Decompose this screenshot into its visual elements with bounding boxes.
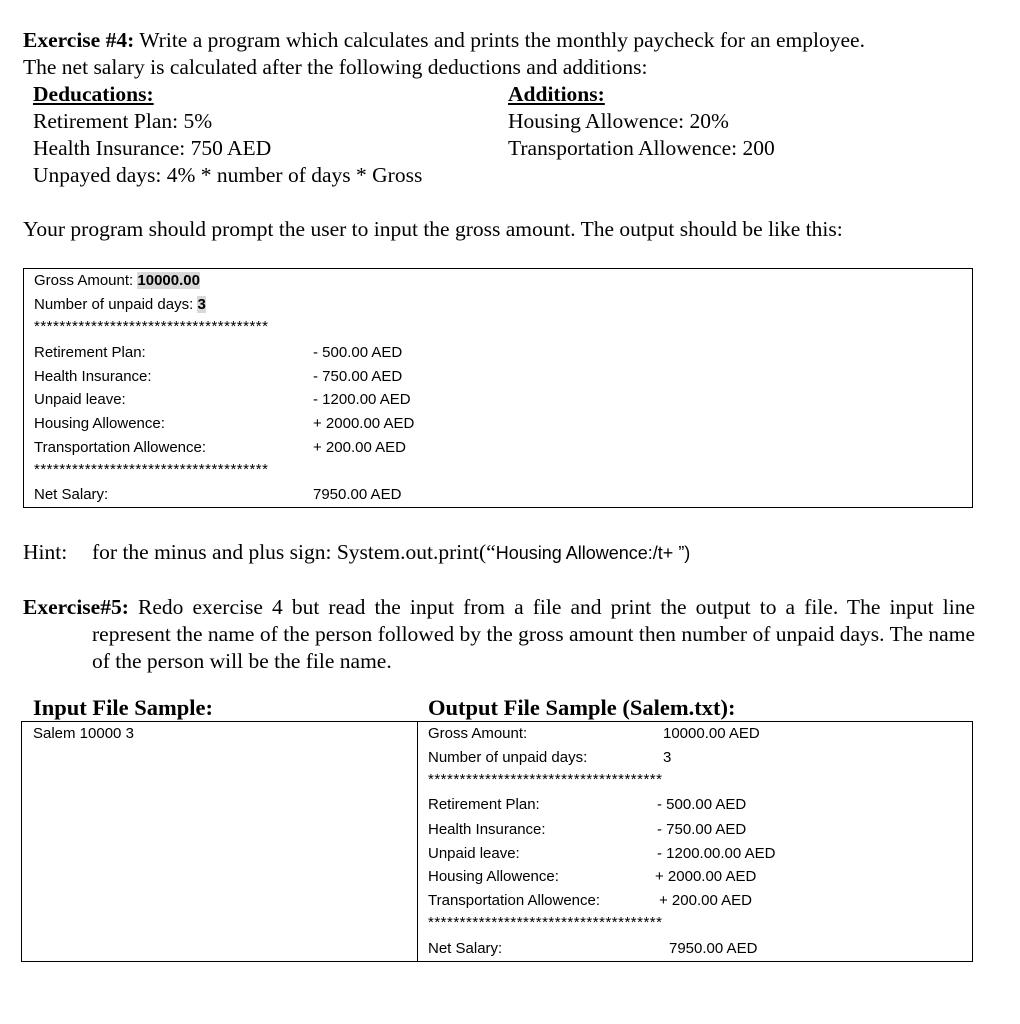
hint-line: [92, 540, 690, 565]
gross-amount-label: Gross Amount:: [428, 725, 528, 742]
stars-divider: *************************************: [428, 771, 663, 788]
row-value: - 750.00 AED: [313, 368, 403, 385]
row-value: + 2000.00 AED: [313, 415, 415, 432]
gross-amount-value: 10000.00: [137, 272, 200, 289]
row-value: - 750.00 AED: [657, 821, 747, 838]
row-label: Unpaid leave:: [428, 845, 520, 862]
row-label: Retirement Plan:: [428, 796, 540, 813]
stars-divider: *************************************: [34, 461, 269, 478]
prompt-instruction: Your program should prompt the user to input the gross amount. The output should be like this:: [23, 217, 843, 241]
deduction-item: Health Insurance: 750 AED: [33, 136, 272, 160]
stars-divider: *************************************: [428, 914, 663, 931]
exercise-4-title: Exercise #4:: [23, 28, 135, 52]
deductions-heading: Deducations:: [33, 82, 154, 106]
input-file-line: Salem 10000 3: [33, 725, 134, 742]
row-value: + 200.00 AED: [659, 892, 752, 909]
row-label: Unpaid leave:: [34, 391, 126, 408]
row-label: Housing Allowence:: [428, 868, 559, 885]
unpaid-days-line: [34, 296, 206, 313]
gross-amount-value: 10000.00 AED: [663, 725, 760, 742]
output-file-heading: Output File Sample (Salem.txt):: [428, 695, 736, 720]
stars-divider: *************************************: [34, 318, 269, 335]
net-salary-label: Net Salary:: [428, 940, 503, 957]
unpaid-days-value: 3: [197, 296, 206, 313]
row-label: Transportation Allowence:: [428, 892, 601, 909]
gross-amount-label: Gross Amount:: [34, 272, 134, 289]
row-label: Transportation Allowence:: [34, 439, 207, 456]
deduction-item: Retirement Plan: 5%: [33, 109, 213, 133]
hint-label: Hint:: [23, 540, 68, 564]
row-value: - 500.00 AED: [313, 344, 403, 361]
exercise-5-paragraph: [23, 594, 975, 675]
row-value: + 200.00 AED: [313, 439, 406, 456]
exercise-5-text: Redo exercise 4 but read the input from a file and print the output to a file. The input line represent the name of the person followed by the gross amount then number of unpaid days. The name of the person will be the file name.: [92, 595, 975, 673]
table-divider: [417, 721, 418, 962]
additions-heading: Additions:: [508, 82, 605, 106]
exercise-4-line-1: [23, 28, 865, 53]
exercise-4-intro-2: The net salary is calculated after the following deductions and additions:: [23, 55, 648, 79]
net-salary-label: Net Salary:: [34, 486, 109, 503]
gross-amount-line: [34, 272, 200, 289]
row-value: - 1200.00.00 AED: [657, 845, 776, 862]
hint-text: for the minus and plus sign: System.out.print(“: [92, 540, 496, 564]
addition-item: Housing Allowence: 20%: [508, 109, 729, 133]
row-label: Retirement Plan:: [34, 344, 146, 361]
net-salary-value: 7950.00 AED: [669, 940, 758, 957]
row-label: Health Insurance:: [428, 821, 546, 838]
row-label: Health Insurance:: [34, 368, 152, 385]
input-file-heading: Input File Sample:: [33, 695, 214, 720]
exercise-4-intro-1: Write a program which calculates and prints the monthly paycheck for an employee.: [139, 28, 865, 52]
unpaid-days-value: 3: [663, 749, 672, 766]
exercise-5-title: Exercise#5:: [23, 595, 129, 619]
row-label: Housing Allowence:: [34, 415, 165, 432]
deduction-item: Unpayed days: 4% * number of days * Gross: [33, 163, 423, 187]
row-value: - 500.00 AED: [657, 796, 747, 813]
row-value: + 2000.00 AED: [655, 868, 757, 885]
addition-item: Transportation Allowence: 200: [508, 136, 775, 160]
row-value: - 1200.00 AED: [313, 391, 411, 408]
hint-code: Housing Allowence:/t+ ”): [495, 543, 691, 563]
unpaid-days-label: Number of unpaid days:: [34, 296, 194, 313]
unpaid-days-label: Number of unpaid days:: [428, 749, 588, 766]
net-salary-value: 7950.00 AED: [313, 486, 402, 503]
